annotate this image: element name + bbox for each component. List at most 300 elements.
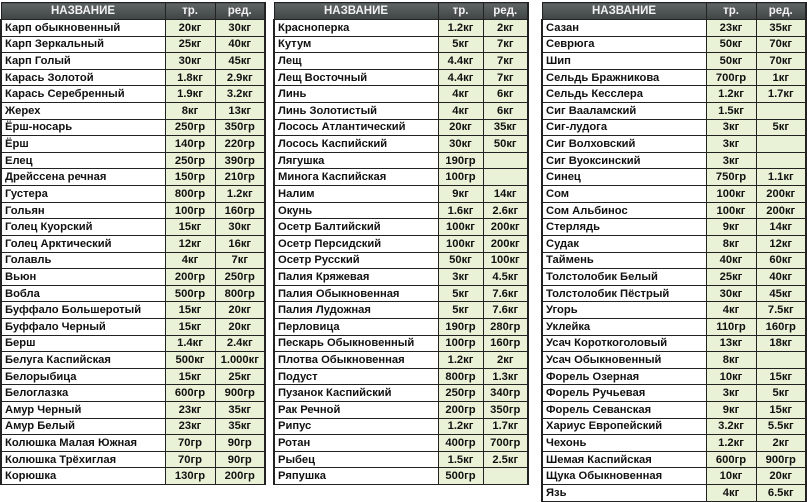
fish-name-cell: Голец Куорский xyxy=(1,219,165,236)
table-row xyxy=(1,318,265,335)
price-small-cell: 110гр xyxy=(706,318,756,335)
fish-name-cell: Шип xyxy=(542,53,706,70)
price-large-cell: 35кг xyxy=(215,402,265,419)
price-small-cell: 15кг xyxy=(165,368,215,385)
table-row xyxy=(274,435,528,452)
price-small-cell: 15кг xyxy=(165,302,215,319)
price-large-cell xyxy=(483,169,528,186)
price-large-cell: 2.9кг xyxy=(215,69,265,86)
price-large-cell: 15кг xyxy=(756,368,806,385)
price-small-cell: 800гр xyxy=(165,186,215,203)
price-large-cell: 700гр xyxy=(483,435,528,452)
table-row xyxy=(1,352,265,369)
price-small-cell: 200гр xyxy=(438,402,483,419)
price-large-cell: 90гр xyxy=(215,435,265,452)
fish-name-cell: Подуст xyxy=(274,368,438,385)
price-small-cell: 50кг xyxy=(706,36,756,53)
price-large-cell: 280гр xyxy=(483,318,528,335)
table-row xyxy=(542,302,806,319)
table-row xyxy=(1,36,265,53)
table-row xyxy=(1,235,265,252)
price-large-cell: 16кг xyxy=(215,235,265,252)
fish-name-cell: Толстолобик Белый xyxy=(542,269,706,286)
table-row xyxy=(542,252,806,269)
price-small-cell: 50кг xyxy=(706,53,756,70)
fish-name-cell: Амур Белый xyxy=(1,418,165,435)
price-small-cell: 700гр xyxy=(706,69,756,86)
table-row xyxy=(542,435,806,452)
table-header xyxy=(1,3,265,20)
table-row xyxy=(542,352,806,369)
fish-name-cell: Карп обыкновенный xyxy=(1,20,165,37)
header-large: ред. xyxy=(215,3,265,20)
price-large-cell: 50кг xyxy=(483,136,528,153)
fish-name-cell: Рак Речной xyxy=(274,402,438,419)
fish-name-cell: Вобла xyxy=(1,285,165,302)
table-row xyxy=(274,418,528,435)
table-row xyxy=(542,368,806,385)
table-row xyxy=(1,186,265,203)
fish-name-cell: Пузанок Каспийский xyxy=(274,385,438,402)
price-large-cell: 7.6кг xyxy=(483,285,528,302)
header-small: тр. xyxy=(706,3,756,20)
table-row xyxy=(274,451,528,468)
price-small-cell: 4кг xyxy=(706,485,756,502)
table-row xyxy=(542,152,806,169)
table-row xyxy=(1,202,265,219)
price-small-cell: 1.8кг xyxy=(165,69,215,86)
price-small-cell: 10кг xyxy=(706,468,756,485)
price-small-cell: 1.2кг xyxy=(706,435,756,452)
fish-name-cell: Осетр Балтийский xyxy=(274,219,438,236)
price-small-cell: 9кг xyxy=(706,219,756,236)
price-large-cell: 7.6кг xyxy=(483,302,528,319)
price-small-cell: 23кг xyxy=(165,418,215,435)
price-large-cell: 2кг xyxy=(756,435,806,452)
fish-name-cell: Ёрш-носарь xyxy=(1,119,165,136)
price-large-cell: 25кг xyxy=(215,368,265,385)
fish-name-cell: Осетр Персидский xyxy=(274,235,438,252)
table-row xyxy=(274,202,528,219)
fish-name-cell: Лещ Восточный xyxy=(274,69,438,86)
header-small: тр. xyxy=(438,3,483,20)
table-row xyxy=(274,86,528,103)
fish-name-cell: Плотва Обыкновенная xyxy=(274,352,438,369)
table-row xyxy=(542,235,806,252)
table-row xyxy=(542,385,806,402)
table-row xyxy=(274,335,528,352)
table-header xyxy=(274,3,528,20)
table-row xyxy=(274,269,528,286)
price-small-cell: 20кг xyxy=(438,119,483,136)
price-small-cell: 9кг xyxy=(438,186,483,203)
price-large-cell: 220гр xyxy=(215,136,265,153)
table-row xyxy=(274,20,528,37)
price-small-cell: 8кг xyxy=(165,103,215,120)
price-large-cell: 5кг xyxy=(756,119,806,136)
price-small-cell: 100гр xyxy=(438,169,483,186)
table-row xyxy=(1,302,265,319)
fish-name-cell: Ёрш xyxy=(1,136,165,153)
fish-name-cell: Белуга Каспийская xyxy=(1,352,165,369)
price-large-cell: 210гр xyxy=(215,169,265,186)
price-small-cell: 5кг xyxy=(438,302,483,319)
table-row xyxy=(542,468,806,485)
table-row xyxy=(542,269,806,286)
fish-name-cell: Форель Севанская xyxy=(542,402,706,419)
price-small-cell: 600гр xyxy=(165,385,215,402)
fish-name-cell: Карась Серебренный xyxy=(1,86,165,103)
fish-name-cell: Колюшка Трёхиглая xyxy=(1,451,165,468)
price-large-cell: 1.7кг xyxy=(483,418,528,435)
price-small-cell: 130гр xyxy=(165,468,215,485)
table-row xyxy=(274,219,528,236)
price-small-cell: 4кг xyxy=(438,86,483,103)
price-small-cell: 1.5кг xyxy=(438,451,483,468)
price-small-cell: 250гр xyxy=(438,385,483,402)
price-small-cell: 3кг xyxy=(706,385,756,402)
table-row xyxy=(542,20,806,37)
price-large-cell: 2.4кг xyxy=(215,335,265,352)
price-small-cell: 15кг xyxy=(165,219,215,236)
fish-name-cell: Сиг Вааламский xyxy=(542,103,706,120)
price-small-cell: 50кг xyxy=(438,252,483,269)
fish-name-cell: Угорь xyxy=(542,302,706,319)
table-row xyxy=(274,53,528,70)
price-small-cell: 500гр xyxy=(165,285,215,302)
price-large-cell: 13кг xyxy=(215,103,265,120)
fish-name-cell: Щука Обыкновенная xyxy=(542,468,706,485)
price-large-cell: 7кг xyxy=(483,36,528,53)
price-large-cell: 40кг xyxy=(215,36,265,53)
price-large-cell: 1.7кг xyxy=(756,86,806,103)
price-small-cell: 100гр xyxy=(438,335,483,352)
table-row xyxy=(542,402,806,419)
fish-name-cell: Перловица xyxy=(274,318,438,335)
fish-name-cell: Минога Каспийская xyxy=(274,169,438,186)
price-small-cell: 3кг xyxy=(706,136,756,153)
fish-name-cell: Пескарь Обыкновенный xyxy=(274,335,438,352)
price-large-cell: 160гр xyxy=(756,318,806,335)
fish-name-cell: Ротан xyxy=(274,435,438,452)
table-row xyxy=(1,385,265,402)
price-small-cell: 1.2кг xyxy=(438,352,483,369)
table-row xyxy=(1,86,265,103)
price-small-cell: 750гр xyxy=(706,169,756,186)
table-row xyxy=(274,468,528,485)
table-row xyxy=(542,169,806,186)
price-large-cell: 5кг xyxy=(756,385,806,402)
price-large-cell: 7.5кг xyxy=(756,302,806,319)
price-small-cell: 400гр xyxy=(438,435,483,452)
price-small-cell: 250гр xyxy=(165,152,215,169)
price-small-cell: 1.4кг xyxy=(165,335,215,352)
table-row xyxy=(1,368,265,385)
fish-name-cell: Сом Альбинос xyxy=(542,202,706,219)
fish-name-cell: Вьюн xyxy=(1,269,165,286)
price-large-cell xyxy=(756,352,806,369)
table-row xyxy=(1,53,265,70)
fish-name-cell: Окунь xyxy=(274,202,438,219)
table-row xyxy=(274,352,528,369)
price-large-cell: 200кг xyxy=(756,186,806,203)
table-row xyxy=(274,368,528,385)
price-large-cell: 350гр xyxy=(483,402,528,419)
price-large-cell: 70кг xyxy=(756,36,806,53)
table-row xyxy=(542,69,806,86)
price-large-cell: 200гр xyxy=(215,468,265,485)
table-row xyxy=(542,202,806,219)
fish-name-cell: Гольян xyxy=(1,202,165,219)
fish-name-cell: Карась Золотой xyxy=(1,69,165,86)
price-large-cell: 900гр xyxy=(215,385,265,402)
table-row xyxy=(542,335,806,352)
header-name: НАЗВАНИЕ xyxy=(542,3,706,20)
price-large-cell: 90гр xyxy=(215,451,265,468)
price-large-cell: 1.3кг xyxy=(483,368,528,385)
price-small-cell: 190гр xyxy=(438,318,483,335)
price-large-cell: 3.2кг xyxy=(215,86,265,103)
fish-name-cell: Усач Обыкновенный xyxy=(542,352,706,369)
price-large-cell: 35кг xyxy=(483,119,528,136)
price-large-cell: 35кг xyxy=(756,20,806,37)
table-row xyxy=(274,186,528,203)
price-small-cell: 500гр xyxy=(438,468,483,485)
table-row xyxy=(1,219,265,236)
table-row xyxy=(274,252,528,269)
fish-name-cell: Буффало Черный xyxy=(1,318,165,335)
price-small-cell: 4кг xyxy=(438,103,483,120)
price-small-cell: 100кг xyxy=(438,235,483,252)
price-large-cell: 30кг xyxy=(215,219,265,236)
table-row xyxy=(274,318,528,335)
fish-name-cell: Судак xyxy=(542,235,706,252)
price-large-cell: 18кг xyxy=(756,335,806,352)
fish-name-cell: Хариус Европейский xyxy=(542,418,706,435)
table-row xyxy=(274,136,528,153)
table-row xyxy=(1,451,265,468)
fish-name-cell: Белоглазка xyxy=(1,385,165,402)
price-large-cell: 45кг xyxy=(215,53,265,70)
price-small-cell: 4кг xyxy=(165,252,215,269)
price-small-cell: 30кг xyxy=(706,285,756,302)
price-small-cell: 3кг xyxy=(706,152,756,169)
price-large-cell: 20кг xyxy=(215,318,265,335)
fish-name-cell: Язь xyxy=(542,485,706,502)
price-large-cell: 20кг xyxy=(215,302,265,319)
price-large-cell: 200кг xyxy=(483,235,528,252)
price-large-cell: 160гр xyxy=(215,202,265,219)
table-row xyxy=(1,402,265,419)
header-large: ред. xyxy=(756,3,806,20)
price-small-cell: 70гр xyxy=(165,451,215,468)
price-small-cell: 100кг xyxy=(438,219,483,236)
table-row xyxy=(274,169,528,186)
fish-name-cell: Густера xyxy=(1,186,165,203)
price-small-cell: 5кг xyxy=(438,36,483,53)
table-row xyxy=(542,318,806,335)
fish-name-cell: Палия Лудожная xyxy=(274,302,438,319)
table-row xyxy=(1,119,265,136)
table-row xyxy=(1,252,265,269)
table-row xyxy=(1,20,265,37)
table-row xyxy=(1,335,265,352)
price-small-cell: 1.2кг xyxy=(706,86,756,103)
fish-name-cell: Сазан xyxy=(542,20,706,37)
price-small-cell: 13кг xyxy=(706,335,756,352)
table-row xyxy=(542,36,806,53)
price-small-cell: 190гр xyxy=(438,152,483,169)
price-small-cell: 3кг xyxy=(706,119,756,136)
header-name: НАЗВАНИЕ xyxy=(1,3,165,20)
fish-name-cell: Осетр Русский xyxy=(274,252,438,269)
table-row xyxy=(274,119,528,136)
price-small-cell: 23кг xyxy=(706,20,756,37)
price-small-cell: 23кг xyxy=(165,402,215,419)
price-small-cell: 12кг xyxy=(165,235,215,252)
fish-name-cell: Дрейссена речная xyxy=(1,169,165,186)
fish-name-cell: Палия Кряжевая xyxy=(274,269,438,286)
fish-name-cell: Берш xyxy=(1,335,165,352)
price-small-cell: 1.9кг xyxy=(165,86,215,103)
fish-name-cell: Белорыбица xyxy=(1,368,165,385)
price-small-cell: 9кг xyxy=(706,402,756,419)
price-small-cell: 1.6кг xyxy=(438,202,483,219)
table-row xyxy=(542,103,806,120)
header-large: ред. xyxy=(483,3,528,20)
price-large-cell xyxy=(756,152,806,169)
price-large-cell: 2кг xyxy=(483,20,528,37)
price-large-cell: 2кг xyxy=(483,352,528,369)
price-large-cell: 70кг xyxy=(756,53,806,70)
table-row xyxy=(1,103,265,120)
fish-name-cell: Сиг Вуоксинский xyxy=(542,152,706,169)
price-large-cell: 1кг xyxy=(756,69,806,86)
price-small-cell: 200гр xyxy=(165,269,215,286)
fish-name-cell: Карп Голый xyxy=(1,53,165,70)
table-row xyxy=(542,219,806,236)
table-row xyxy=(1,468,265,485)
table-row xyxy=(1,285,265,302)
price-large-cell xyxy=(483,152,528,169)
fish-name-cell: Елец xyxy=(1,152,165,169)
table-row xyxy=(542,451,806,468)
price-small-cell: 70гр xyxy=(165,435,215,452)
fish-name-cell: Форель Озерная xyxy=(542,368,706,385)
fish-name-cell: Кутум xyxy=(274,36,438,53)
fish-name-cell: Жерех xyxy=(1,103,165,120)
price-large-cell: 14кг xyxy=(756,219,806,236)
fish-name-cell: Уклейка xyxy=(542,318,706,335)
price-small-cell: 20кг xyxy=(165,20,215,37)
price-large-cell: 35кг xyxy=(215,418,265,435)
price-small-cell: 500кг xyxy=(165,352,215,369)
fish-name-cell: Палия Обыкновенная xyxy=(274,285,438,302)
table-row xyxy=(274,302,528,319)
table-row xyxy=(542,418,806,435)
price-large-cell: 7кг xyxy=(483,53,528,70)
price-small-cell: 100кг xyxy=(706,186,756,203)
price-large-cell: 7кг xyxy=(215,252,265,269)
price-small-cell: 1.5кг xyxy=(706,103,756,120)
table-row xyxy=(1,69,265,86)
price-small-cell: 800гр xyxy=(438,368,483,385)
price-large-cell: 30кг xyxy=(215,20,265,37)
fish-name-cell: Лосось Атлантический xyxy=(274,119,438,136)
fish-name-cell: Лосось Каспийский xyxy=(274,136,438,153)
price-small-cell: 25кг xyxy=(165,36,215,53)
price-large-cell: 20кг xyxy=(756,468,806,485)
price-large-cell: 7кг xyxy=(483,69,528,86)
fish-name-cell: Севрюга xyxy=(542,36,706,53)
price-large-cell xyxy=(483,468,528,485)
fish-name-cell: Голец Арктический xyxy=(1,235,165,252)
fish-name-cell: Сиг-лудога xyxy=(542,119,706,136)
table-row xyxy=(1,152,265,169)
table-row xyxy=(1,435,265,452)
price-small-cell: 150гр xyxy=(165,169,215,186)
table-row xyxy=(542,119,806,136)
fish-name-cell: Лягушка xyxy=(274,152,438,169)
price-large-cell: 1.000кг xyxy=(215,352,265,369)
price-small-cell: 3.2кг xyxy=(706,418,756,435)
price-small-cell: 250гр xyxy=(165,119,215,136)
table-row xyxy=(274,385,528,402)
fish-name-cell: Корюшка xyxy=(1,468,165,485)
fish-name-cell: Колюшка Малая Южная xyxy=(1,435,165,452)
table-row xyxy=(542,186,806,203)
price-large-cell: 340гр xyxy=(483,385,528,402)
fish-name-cell: Синец xyxy=(542,169,706,186)
table-row xyxy=(274,103,528,120)
table-row xyxy=(542,53,806,70)
price-large-cell: 900гр xyxy=(756,451,806,468)
price-small-cell: 100гр xyxy=(165,202,215,219)
price-small-cell: 4.4кг xyxy=(438,69,483,86)
price-large-cell: 390гр xyxy=(215,152,265,169)
fish-name-cell: Буффало Большеротый xyxy=(1,302,165,319)
table-row xyxy=(274,152,528,169)
price-small-cell: 40кг xyxy=(706,252,756,269)
price-large-cell: 6.5кг xyxy=(756,485,806,502)
table-row xyxy=(1,418,265,435)
price-large-cell xyxy=(756,103,806,120)
price-large-cell: 40кг xyxy=(756,269,806,286)
price-large-cell: 200кг xyxy=(483,219,528,236)
price-large-cell: 1.2кг xyxy=(215,186,265,203)
price-large-cell: 200кг xyxy=(756,202,806,219)
price-large-cell: 5.5кг xyxy=(756,418,806,435)
price-small-cell: 4кг xyxy=(706,302,756,319)
price-table-1 xyxy=(0,2,266,485)
fish-name-cell: Налим xyxy=(274,186,438,203)
table-row xyxy=(274,285,528,302)
price-large-cell: 4.5кг xyxy=(483,269,528,286)
table-row xyxy=(1,136,265,153)
price-small-cell: 10кг xyxy=(706,368,756,385)
fish-name-cell: Линь xyxy=(274,86,438,103)
table-row xyxy=(274,235,528,252)
fish-name-cell: Сельдь Кесслера xyxy=(542,86,706,103)
price-large-cell: 100кг xyxy=(483,252,528,269)
price-small-cell: 600гр xyxy=(706,451,756,468)
fish-name-cell: Голавль xyxy=(1,252,165,269)
price-large-cell: 350гр xyxy=(215,119,265,136)
fish-name-cell: Толстолобик Пёстрый xyxy=(542,285,706,302)
fish-name-cell: Таймень xyxy=(542,252,706,269)
price-small-cell: 1.2кг xyxy=(438,418,483,435)
fish-name-cell: Чехонь xyxy=(542,435,706,452)
